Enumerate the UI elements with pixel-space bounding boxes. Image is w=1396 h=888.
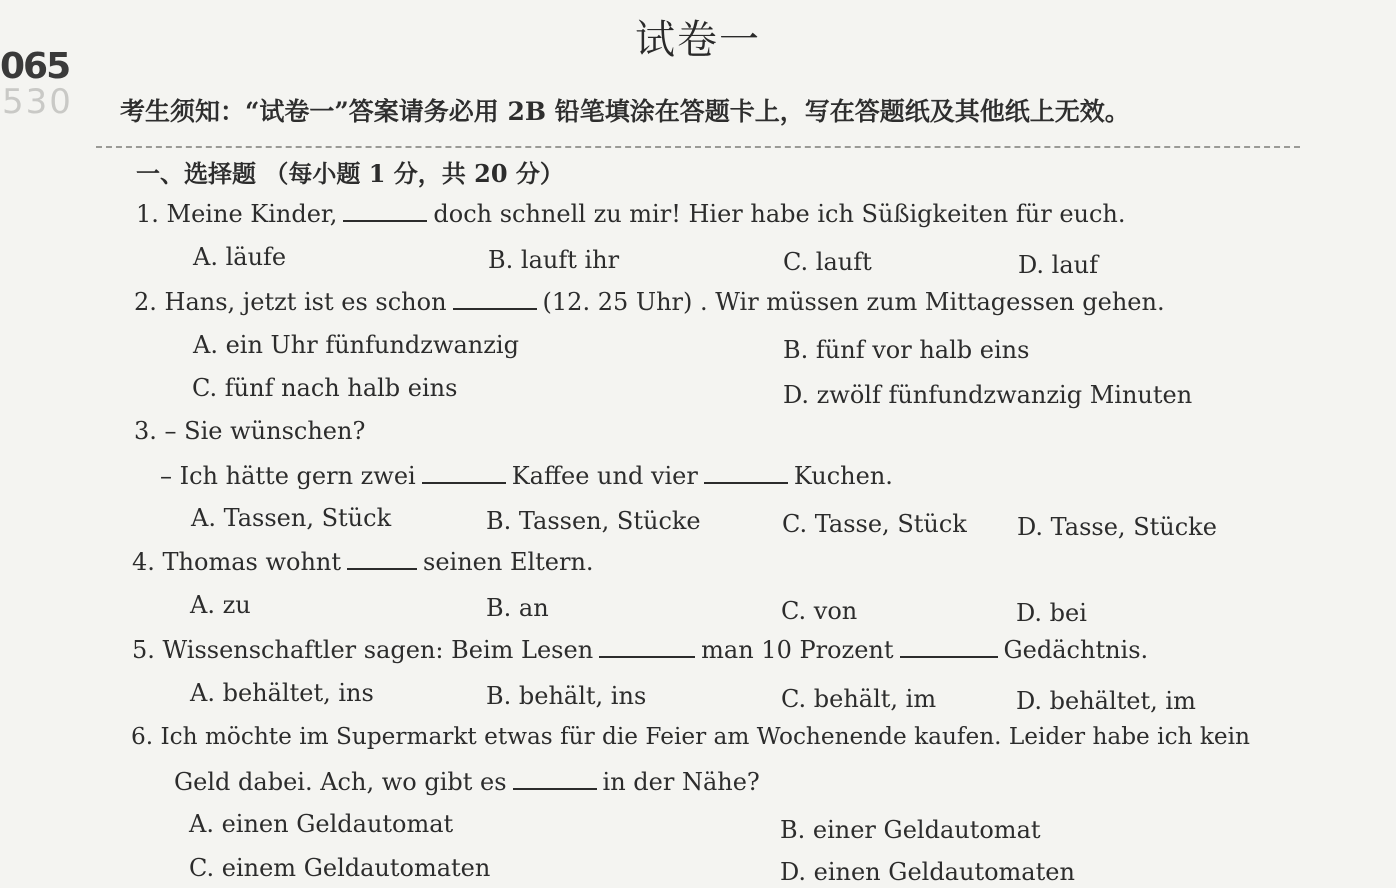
answer-blank xyxy=(599,634,695,658)
exam-title: 试卷一 xyxy=(635,17,761,63)
question-text: Gedächtnis. xyxy=(1003,636,1149,664)
question-text: 4. Thomas wohnt xyxy=(132,548,342,576)
option-a: A. Tassen, Stück xyxy=(191,504,392,532)
question-4-stem xyxy=(132,546,594,577)
answer-blank xyxy=(343,198,427,222)
option-b: B. lauft ihr xyxy=(488,246,620,274)
section-heading: 一、选择题 （每小题 1 分，共 20 分） xyxy=(136,159,564,188)
option-c: C. Tasse, Stück xyxy=(782,510,967,538)
option-d: D. behältet, im xyxy=(1016,687,1196,715)
question-text: Kaffee und vier xyxy=(511,462,698,490)
question-text: seinen Eltern. xyxy=(423,548,594,576)
question-text: Kuchen. xyxy=(793,462,893,490)
question-text: – Ich hätte gern zwei xyxy=(160,462,416,490)
question-6-stem-continued xyxy=(174,766,760,797)
question-text: (12. 25 Uhr) . Wir müssen zum Mittagessen gehen. xyxy=(542,288,1165,316)
question-text: in der Nähe? xyxy=(602,768,760,796)
question-6-stem: 6. Ich möchte im Supermarkt etwas für die Feier am Wochenende kaufen. Leider habe ich kein xyxy=(131,723,1250,750)
question-1-stem xyxy=(136,198,1126,229)
answer-blank xyxy=(704,460,788,484)
answer-blank xyxy=(422,460,506,484)
option-c: C. fünf nach halb eins xyxy=(192,374,458,402)
option-d: D. Tasse, Stücke xyxy=(1017,513,1217,541)
option-b: B. behält, ins xyxy=(486,682,647,710)
option-c: C. von xyxy=(781,597,858,625)
question-3-stem: 3. – Sie wünschen? xyxy=(134,417,366,445)
question-text: 2. Hans, jetzt ist es schon xyxy=(134,288,447,316)
option-a: A. einen Geldautomat xyxy=(189,810,454,838)
divider-line xyxy=(96,146,1300,148)
option-a: A. läufe xyxy=(193,243,287,271)
question-text: 1. Meine Kinder, xyxy=(136,200,338,228)
question-text: man 10 Prozent xyxy=(701,636,894,664)
option-d: D. zwölf fünfundzwanzig Minuten xyxy=(783,381,1193,409)
answer-blank xyxy=(347,546,417,570)
answer-blank xyxy=(900,634,998,658)
option-b: B. an xyxy=(486,594,549,622)
option-a: A. behältet, ins xyxy=(190,679,374,707)
question-text: Geld dabei. Ach, wo gibt es xyxy=(174,768,507,796)
page-number: 065 xyxy=(0,46,70,87)
option-a: A. zu xyxy=(190,591,251,619)
option-b: B. einer Geldautomat xyxy=(780,816,1041,844)
option-d: D. bei xyxy=(1016,599,1087,627)
option-b: B. Tassen, Stücke xyxy=(486,507,701,535)
question-3-response xyxy=(160,460,893,491)
option-d: D. lauf xyxy=(1018,251,1098,279)
answer-blank xyxy=(453,286,537,310)
question-text: doch schnell zu mir! Hier habe ich Süßigkeiten für euch. xyxy=(433,200,1126,228)
question-5-stem xyxy=(132,634,1148,665)
candidate-notice: 考生须知：“试卷一”答案请务必用 2B 铅笔填涂在答题卡上，写在答题纸及其他纸上无效。 xyxy=(120,97,1130,126)
option-a: A. ein Uhr fünfundzwanzig xyxy=(193,331,519,359)
question-text: 5. Wissenschaftler sagen: Beim Lesen xyxy=(132,636,594,664)
page-number-ghost: 530 xyxy=(2,82,73,122)
answer-blank xyxy=(513,766,597,790)
option-c: C. lauft xyxy=(783,248,872,276)
option-d: D. einen Geldautomaten xyxy=(780,858,1075,886)
option-c: C. behält, im xyxy=(781,685,937,713)
option-c: C. einem Geldautomaten xyxy=(189,854,491,882)
option-b: B. fünf vor halb eins xyxy=(783,336,1030,364)
question-2-stem xyxy=(134,286,1165,317)
